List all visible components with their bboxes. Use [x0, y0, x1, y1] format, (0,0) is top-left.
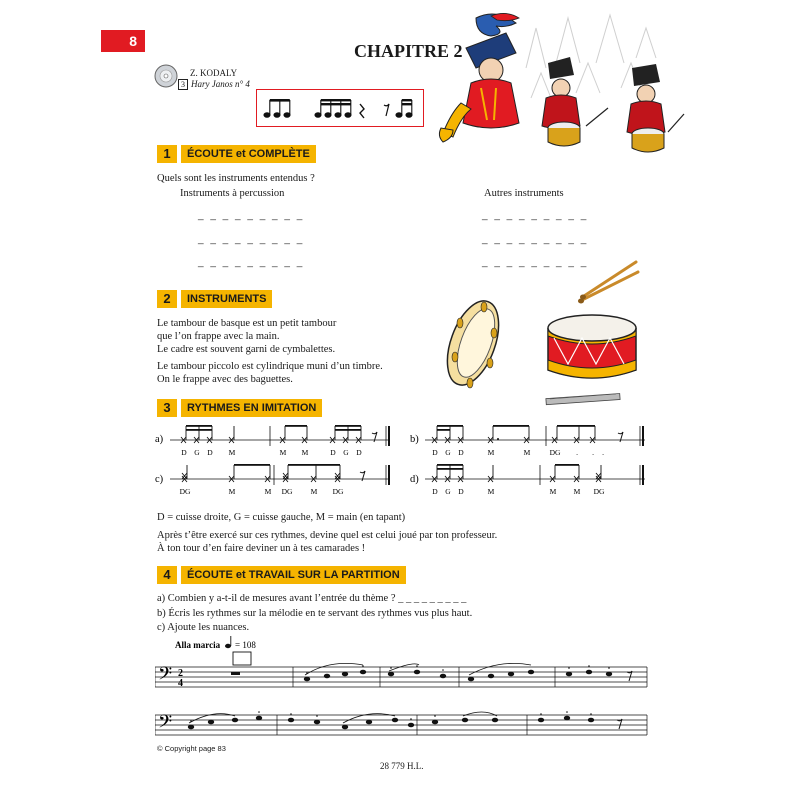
- text-line: que l’on frappe avec la main.: [157, 331, 280, 342]
- motif-note: [274, 113, 280, 117]
- catalog-code: 28 779 H.L.: [380, 761, 424, 771]
- percussion-column-label: Instruments à percussion: [180, 188, 285, 199]
- answer-blank[interactable]: _ _ _ _ _ _ _ _ _: [482, 257, 589, 268]
- note: [342, 672, 348, 677]
- cd-piece: Hary Janos n° 4: [191, 79, 250, 89]
- other-instruments-column-label: Autres instruments: [484, 188, 564, 199]
- tambourine-description: [157, 317, 336, 356]
- motif-rest: [360, 104, 364, 118]
- note: [492, 718, 498, 723]
- cd-reference: [178, 68, 250, 90]
- copyright-note: © Copyright page 83: [157, 744, 226, 753]
- text-line: Le cadre est souvent garni de cymbalettes.: [157, 344, 336, 355]
- rhythm-exercises: [150, 420, 670, 502]
- section-2-title: INSTRUMENTS: [181, 290, 272, 308]
- row-label-d: d): [410, 474, 419, 485]
- stroke-letter: M: [279, 448, 287, 457]
- stroke-letter: M: [549, 487, 557, 496]
- section-2-number: 2: [157, 290, 177, 308]
- stroke-letter: DG: [179, 487, 191, 496]
- marching-band-illustration: [436, 8, 688, 156]
- row-label-a: a): [155, 434, 164, 445]
- stroke-letter: .: [602, 448, 604, 457]
- score: [155, 635, 655, 745]
- answer-blank[interactable]: _ _ _ _ _ _ _ _ _: [482, 210, 589, 221]
- text-line: Après t’être exercé sur ces rythmes, devine quel est celui joué par ton professeur.: [157, 530, 498, 541]
- note: [508, 672, 514, 677]
- instructions: [157, 529, 497, 555]
- stroke-letter: D: [458, 487, 464, 496]
- note: [408, 723, 414, 728]
- stroke-letter: M: [523, 448, 531, 457]
- text-line: On le frappe avec des baguettes.: [157, 374, 293, 385]
- stroke-letter: D: [181, 448, 187, 457]
- note: [388, 672, 394, 677]
- section-4-title: ÉCOUTE et TRAVAIL SUR LA PARTITION: [181, 566, 406, 584]
- stroke-letter: M: [487, 487, 495, 496]
- note: [360, 670, 366, 675]
- stroke-letter: D: [356, 448, 362, 457]
- motif-note: [396, 113, 402, 117]
- note: [366, 720, 372, 725]
- tempo-marking: Alla marcia: [175, 640, 221, 650]
- text-line: Le tambour de basque est un petit tambour: [157, 318, 337, 329]
- note: [232, 718, 238, 723]
- bass-clef: 𝄢: [158, 663, 173, 688]
- note: [188, 725, 194, 730]
- stroke-letter: M: [487, 448, 495, 457]
- answer-blank[interactable]: _ _ _ _ _ _ _ _ _: [198, 257, 305, 268]
- question-c: c) Ajoute les nuances.: [157, 622, 250, 633]
- chapter-title: CHAPITRE 2: [354, 41, 463, 61]
- section-3-number: 3: [157, 399, 177, 417]
- rest: [627, 671, 632, 681]
- stroke-letter: M: [310, 487, 318, 496]
- note: [392, 718, 398, 723]
- rhythm-motif-notation: [256, 89, 424, 127]
- tambourine-illustration: [440, 293, 506, 393]
- stroke-letter: DG: [281, 487, 293, 496]
- note: [538, 718, 544, 723]
- snare-drum-illustration: [536, 258, 648, 410]
- motif-note: [315, 113, 321, 117]
- whole-rest: [231, 672, 240, 675]
- note: [304, 677, 310, 682]
- motif-note: [335, 113, 341, 117]
- cd-icon: [154, 62, 178, 90]
- note: [566, 672, 572, 677]
- rest: [372, 432, 377, 442]
- note: [342, 725, 348, 730]
- motif-note: [264, 113, 270, 117]
- section-4-number: 4: [157, 566, 177, 584]
- rest: [360, 471, 365, 481]
- stroke-letter: G: [445, 487, 451, 496]
- text-line: À ton tour d’en faire deviner un à tes camarades !: [157, 543, 366, 554]
- stroke-letter: D: [432, 487, 438, 496]
- note: [440, 674, 446, 679]
- note: [208, 720, 214, 725]
- motif-note: [345, 113, 351, 117]
- stroke-letter: G: [194, 448, 200, 457]
- note: [256, 716, 262, 721]
- legend-text: D = cuisse droite, G = cuisse gauche, M = main (en tapant): [157, 512, 406, 523]
- question-a: a) Combien y a-t-il de mesures avant l’entrée du thème ? _ _ _ _ _ _ _ _ _: [157, 593, 467, 604]
- stroke-letter: D: [432, 448, 438, 457]
- snare-drum-description: [157, 360, 383, 386]
- question-b: b) Écris les rythmes sur la mélodie en te servant des rythmes vus plus haut.: [157, 608, 473, 619]
- section-1-number: 1: [157, 145, 177, 163]
- note: [468, 677, 474, 682]
- stroke-letter: DG: [593, 487, 605, 496]
- text-line: Le tambour piccolo est cylindrique muni d’un timbre.: [157, 361, 383, 372]
- rest: [618, 432, 623, 442]
- answer-blank[interactable]: _ _ _ _ _ _ _ _ _: [482, 234, 589, 245]
- note: [564, 716, 570, 721]
- stroke-letter: D: [207, 448, 213, 457]
- stroke-letter: D: [330, 448, 336, 457]
- note: [528, 670, 534, 675]
- stroke-letter: D: [458, 448, 464, 457]
- note: [606, 672, 612, 677]
- answer-blank[interactable]: _ _ _ _ _ _ _ _ _: [198, 234, 305, 245]
- page-number: 8: [101, 30, 145, 52]
- motif-rest: [384, 104, 389, 116]
- note: [288, 718, 294, 723]
- slur: [469, 663, 531, 675]
- slur: [389, 664, 419, 671]
- stroke-letter: M: [264, 487, 272, 496]
- note: [462, 718, 468, 723]
- stroke-letter: M: [228, 448, 236, 457]
- slur: [463, 712, 497, 716]
- stroke-letter: G: [445, 448, 451, 457]
- cd-composer: Z. KODALY: [190, 68, 238, 78]
- stroke-letter: DG: [332, 487, 344, 496]
- time-signature-top: 2: [178, 668, 183, 679]
- time-signature-bottom: 4: [178, 678, 183, 689]
- note: [586, 670, 592, 675]
- rest: [617, 719, 622, 729]
- note: [324, 674, 330, 679]
- note: [588, 718, 594, 723]
- note: [414, 670, 420, 675]
- answer-blank[interactable]: _ _ _ _ _ _ _ _ _: [198, 210, 305, 221]
- note: [314, 720, 320, 725]
- motif-note: [284, 113, 290, 117]
- stroke-letter: .: [576, 448, 578, 457]
- tempo-value: = 108: [235, 640, 256, 650]
- stroke-letter: M: [573, 487, 581, 496]
- section-3-title: RYTHMES EN IMITATION: [181, 399, 322, 417]
- stroke-letter: M: [228, 487, 236, 496]
- stroke-letter: .: [592, 448, 594, 457]
- note: [432, 720, 438, 725]
- note: [488, 674, 494, 679]
- stroke-letter: G: [343, 448, 349, 457]
- section-1-title: ÉCOUTE et COMPLÈTE: [181, 145, 316, 163]
- stroke-letter: M: [301, 448, 309, 457]
- row-label-b: b): [410, 434, 419, 445]
- bass-clef: 𝄢: [158, 711, 173, 736]
- section-1-question: Quels sont les instruments entendus ?: [157, 173, 315, 184]
- row-label-c: c): [155, 474, 164, 485]
- motif-note: [406, 113, 412, 117]
- answer-box[interactable]: [233, 652, 251, 665]
- slur: [305, 663, 363, 675]
- cd-track-number: 3: [178, 79, 188, 90]
- motif-note: [325, 113, 331, 117]
- stroke-letter: DG: [549, 448, 561, 457]
